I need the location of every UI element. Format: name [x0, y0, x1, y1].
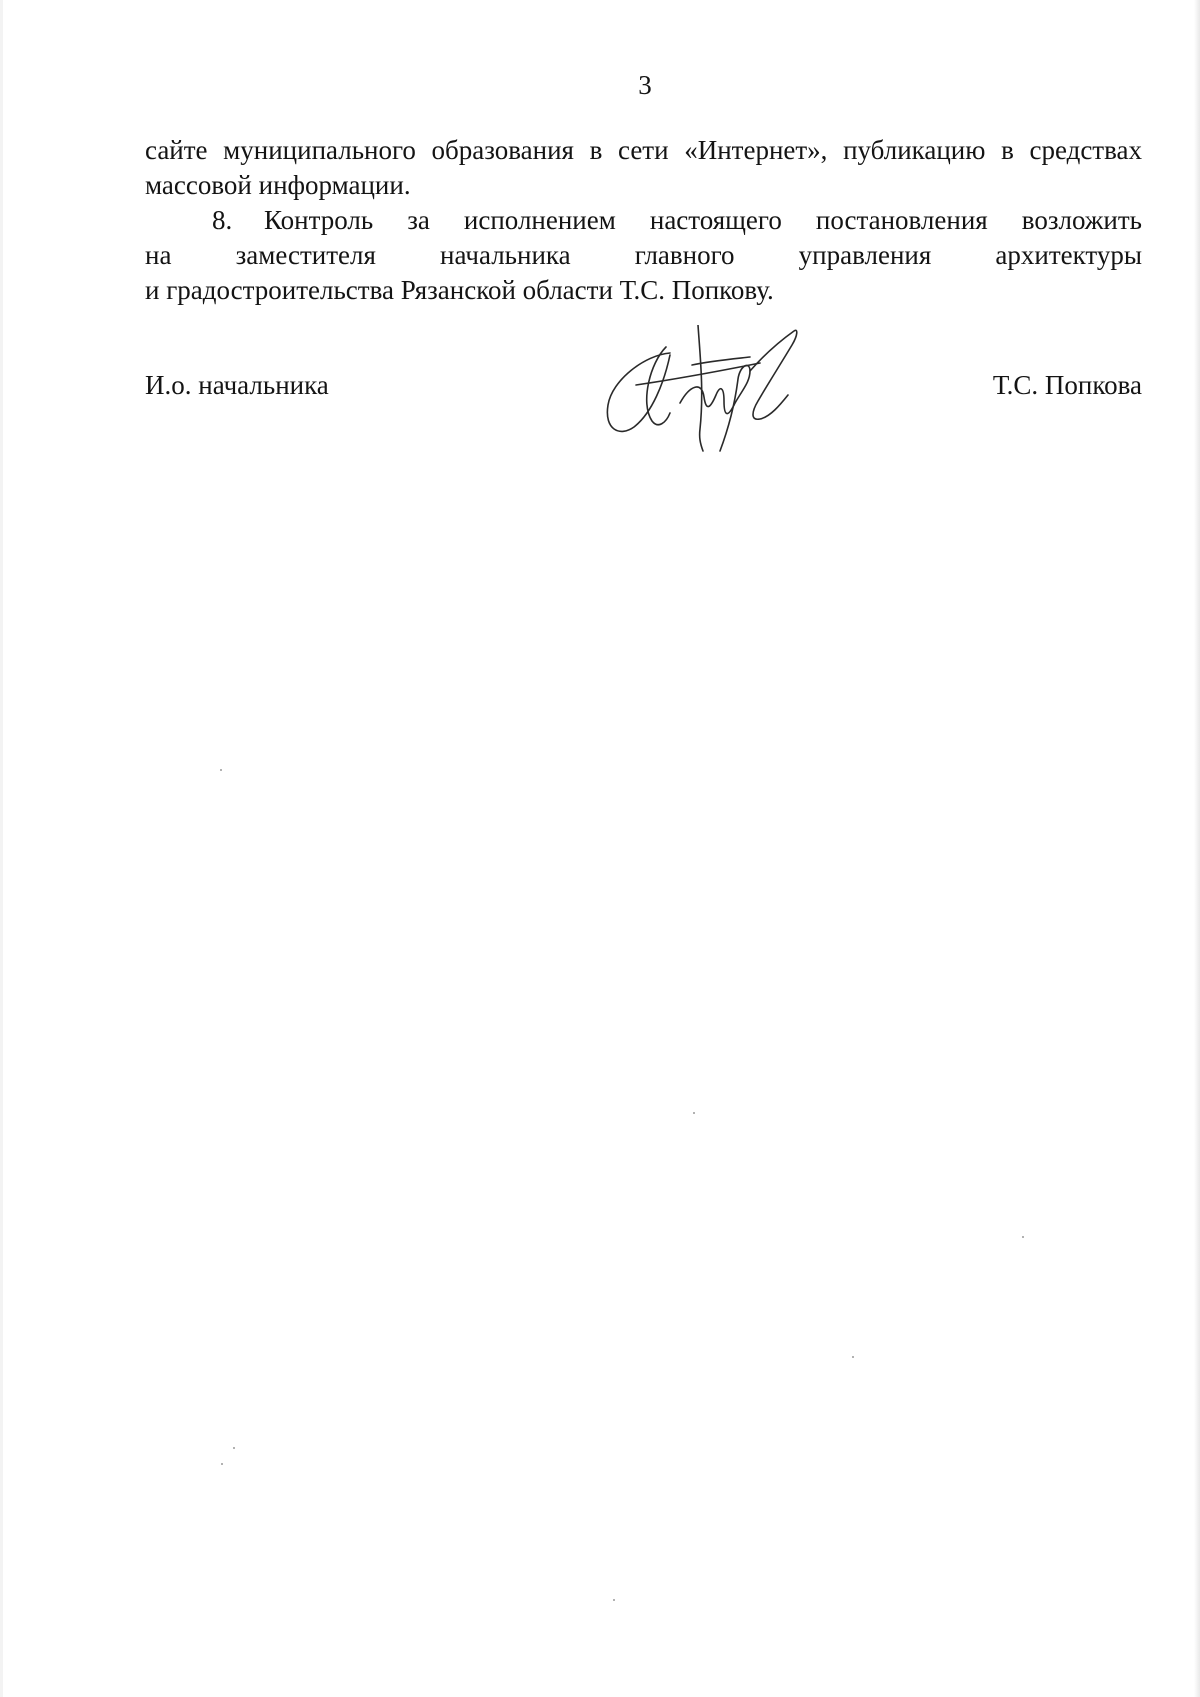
scan-speck: [221, 1463, 223, 1465]
numbered-paragraph-line: [145, 203, 1142, 238]
page-number: 3: [638, 70, 652, 100]
scan-speck: [693, 1112, 695, 1114]
paragraph-line: на заместителя начальника главного управления архитектуры: [145, 240, 1142, 270]
paragraph-line: сайте муниципального образования в сети «Интернет», публикацию в средствах: [145, 135, 1142, 165]
scan-speck: [233, 1447, 235, 1449]
scan-speck: [852, 1356, 854, 1358]
scan-speck: [220, 769, 222, 771]
paragraph-text: Контроль за исполнением настоящего постановления возложить: [264, 205, 1142, 235]
paragraph-line: массовой информации.: [145, 170, 411, 200]
scan-left-edge: [0, 0, 3, 1697]
scan-right-edge: [1194, 0, 1200, 1697]
scan-speck: [613, 1599, 615, 1601]
body-text: [145, 133, 1142, 308]
paragraph-number: 8.: [212, 205, 233, 235]
signatory-name: Т.С. Попкова: [992, 370, 1142, 400]
signatory-title: И.о. начальника: [145, 370, 329, 400]
scan-speck: [1022, 1236, 1024, 1238]
paragraph-line: и градостроительства Рязанской области Т.С. Попкову.: [145, 275, 774, 305]
handwritten-signature: [600, 325, 830, 455]
